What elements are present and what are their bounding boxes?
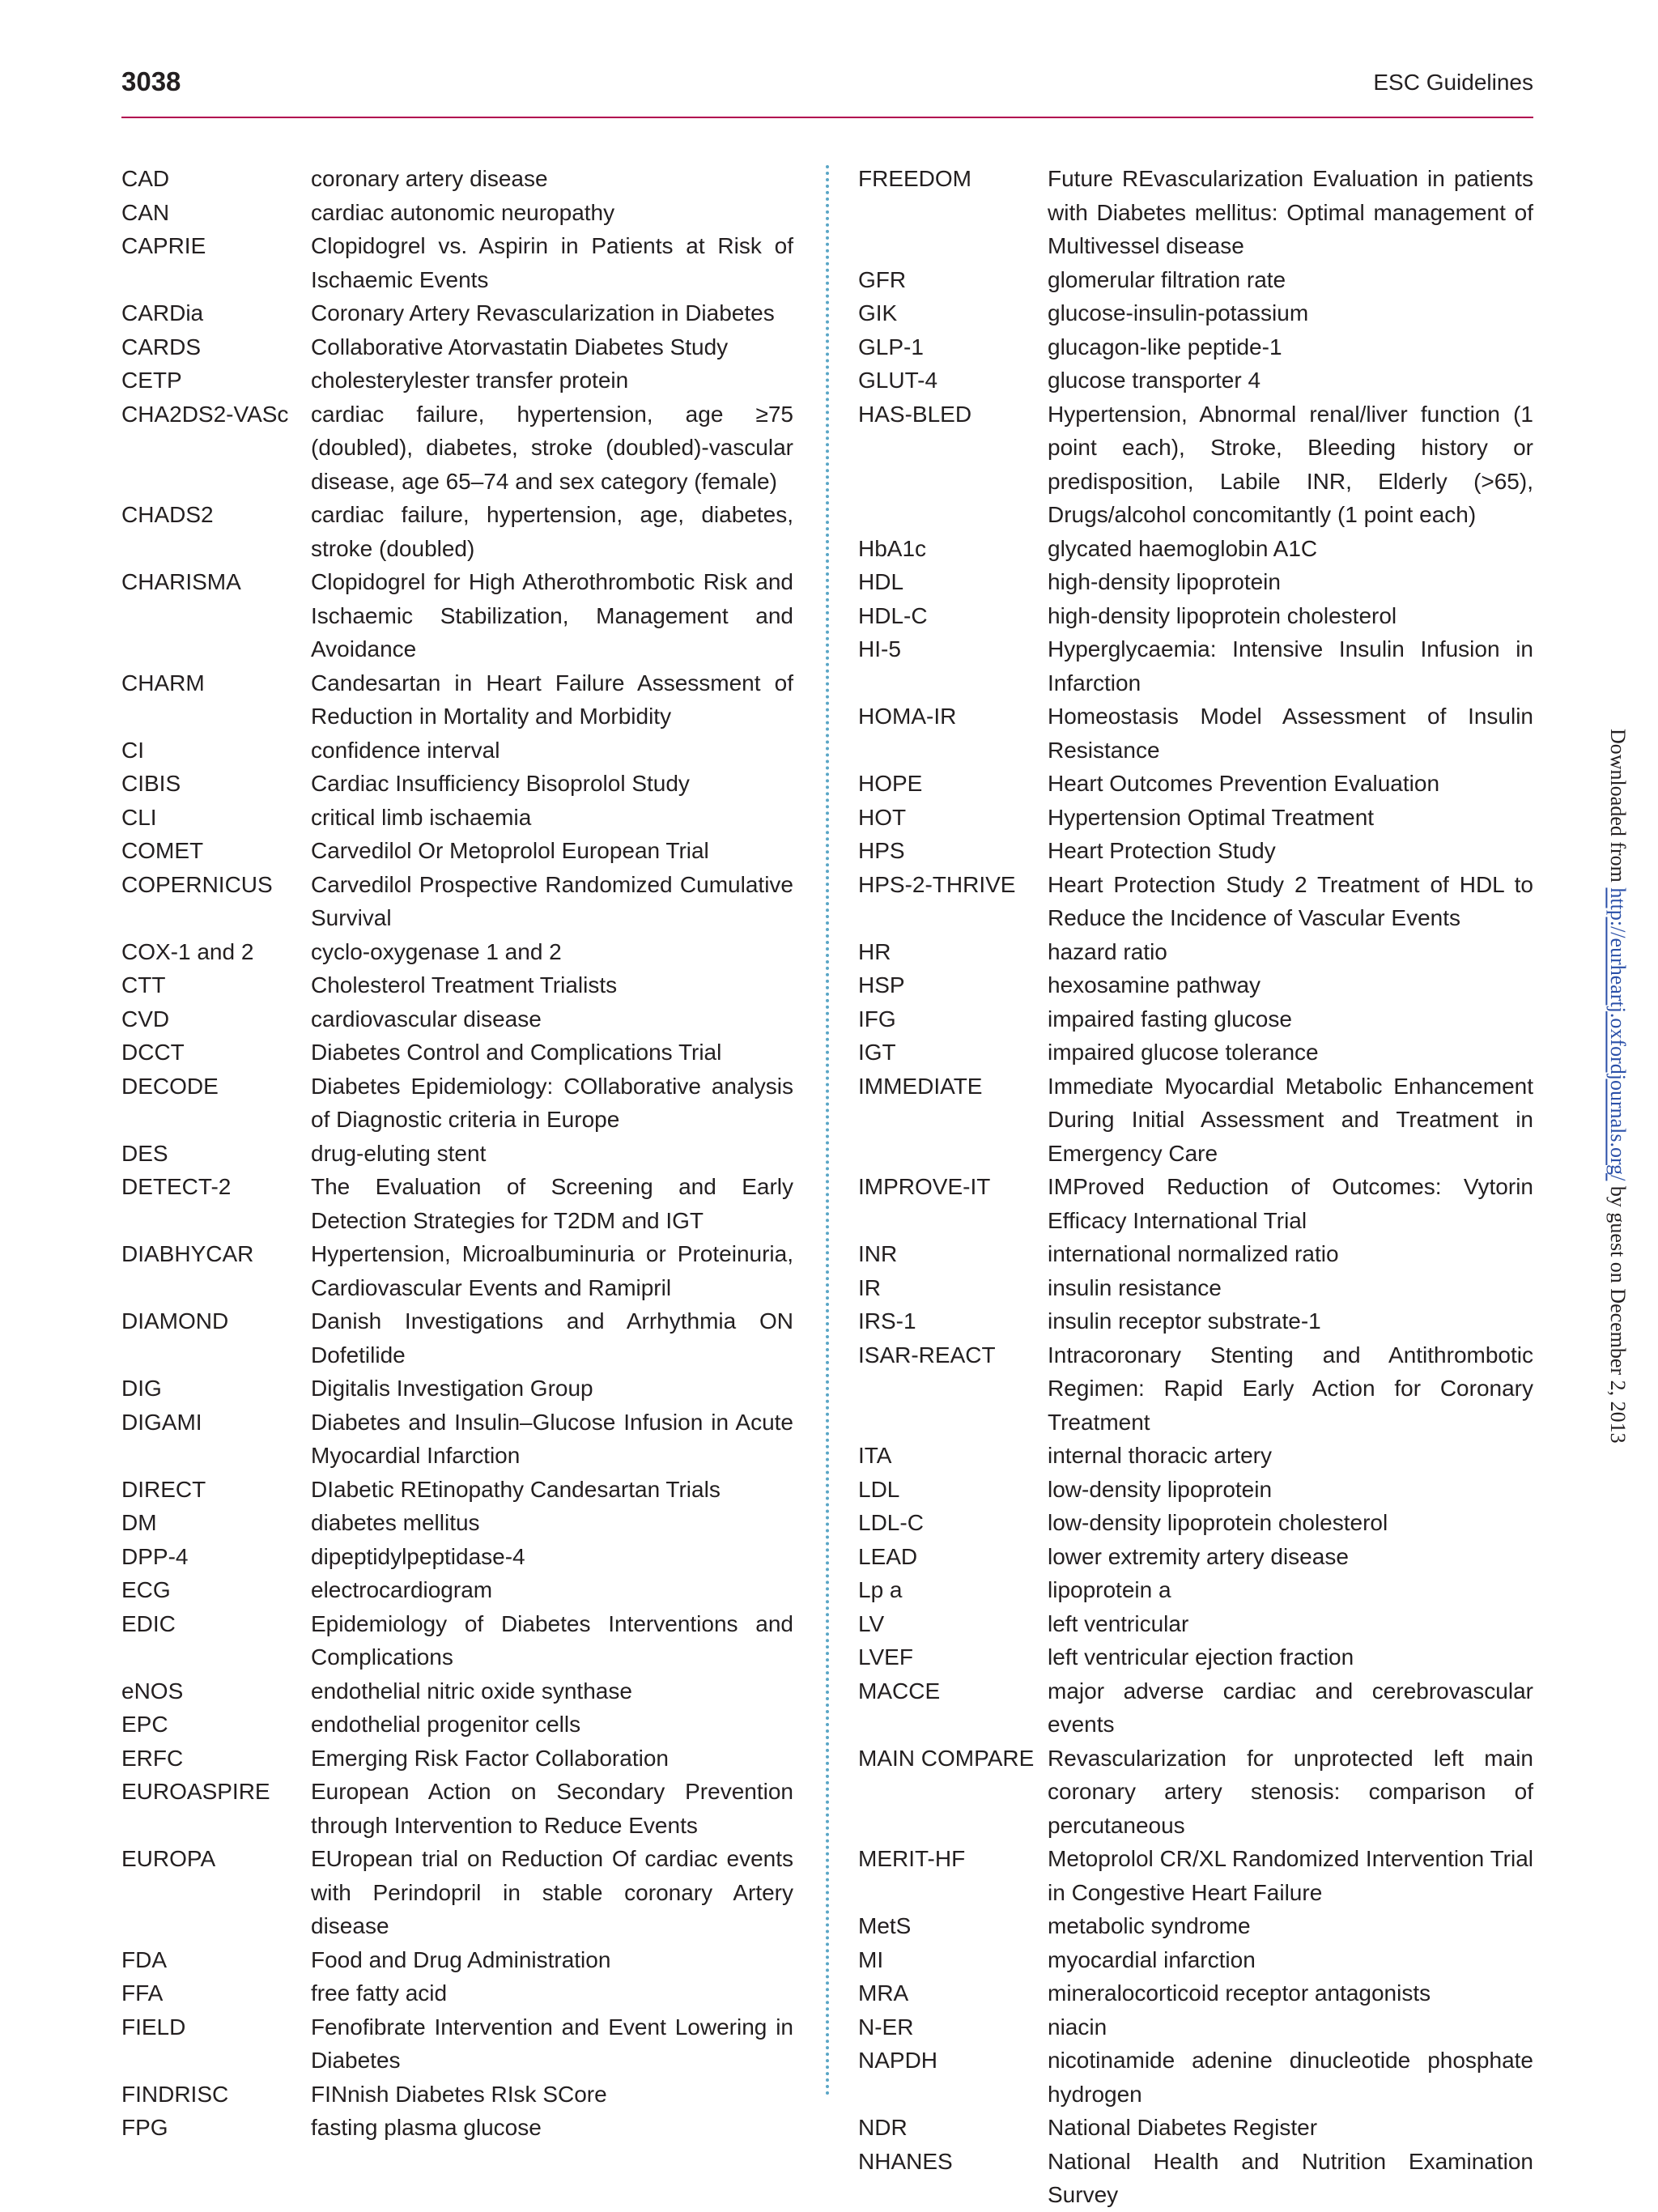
abbreviation-definition: lipoprotein a [1048,1577,1171,1602]
abbreviation-term: GLUT-4 [858,368,938,393]
abbreviation-term: EUROASPIRE [121,1779,270,1804]
abbreviation-entry [858,1002,1533,1036]
abbreviation-definition: European Action on Secondary Prevention through Intervention to Reduce Events [311,1779,793,1838]
abbreviation-list-right [858,162,1533,2212]
abbreviation-definition: Carvedilol Prospective Randomized Cumulative Survival [311,871,793,930]
header-rule [121,117,1533,118]
abbreviation-definition: Carvedilol Or Metoprolol European Trial [311,838,709,863]
abbreviation-term: IMMEDIATE [858,1073,983,1099]
abbreviation-entry [121,1607,793,1674]
abbreviation-entry [858,767,1533,801]
abbreviation-term: MACCE [858,1678,941,1704]
abbreviation-term: CTT [121,972,166,998]
abbreviation-definition: lower extremity artery disease [1048,1543,1349,1569]
abbreviation-entry [121,1473,793,1507]
abbreviation-entry [858,834,1533,868]
abbreviation-definition: Heart Outcomes Prevention Evaluation [1048,771,1440,796]
abbreviation-definition: FINnish Diabetes RIsk SCore [311,2081,607,2107]
abbreviation-entry [121,1708,793,1742]
abbreviation-entry [858,532,1533,566]
abbreviation-definition: glucose-insulin-potassium [1048,300,1309,325]
abbreviation-term: CHADS2 [121,502,214,527]
journal-link[interactable]: http://eurheartj.oxfordjournals.org/ [1606,887,1630,1181]
abbreviation-term: ISAR-REACT [858,1342,996,1368]
abbreviation-definition: glucagon-like peptide-1 [1048,334,1282,359]
abbreviation-entry [121,734,793,768]
abbreviation-definition: glucose transporter 4 [1048,368,1261,393]
abbreviation-definition: Intracoronary Stenting and Antithrombotic Regimen: Rapid Early Action for Coronary Treatment [1048,1342,1533,1435]
abbreviation-definition: dipeptidylpeptidase-4 [311,1543,525,1569]
abbreviation-definition: Food and Drug Administration [311,1946,611,1972]
abbreviation-term: CARDS [121,334,202,359]
abbreviation-definition: Hypertension, Microalbuminuria or Proteinuria, Cardiovascular Events and Ramipril [311,1241,793,1300]
abbreviation-entry [121,1775,793,1842]
abbreviation-definition: Digitalis Investigation Group [311,1376,593,1401]
abbreviation-term: MI [858,1946,884,1972]
abbreviation-definition: left ventricular ejection fraction [1048,1644,1354,1670]
abbreviation-term: CIBIS [121,771,181,796]
column-divider [826,165,829,2097]
abbreviation-definition: Coronary Artery Revascularization in Diabetes [311,300,775,325]
abbreviation-term: MetS [858,1913,912,1938]
abbreviation-term: DIABHYCAR [121,1241,254,1266]
abbreviation-term: DCCT [121,1040,185,1065]
abbreviation-definition: cholesterylester transfer protein [311,368,629,393]
abbreviation-definition: myocardial infarction [1048,1946,1256,1972]
abbreviation-term: CAN [121,199,170,225]
abbreviation-entry [858,565,1533,599]
abbreviation-definition: low-density lipoprotein cholesterol [1048,1510,1388,1535]
abbreviation-term: LEAD [858,1543,918,1569]
abbreviation-entry [858,868,1533,935]
abbreviation-definition: major adverse cardiac and cerebrovascular events [1048,1678,1533,1737]
abbreviation-term: MAIN COMPARE [858,1745,1035,1771]
abbreviation-entry [858,1439,1533,1473]
abbreviation-term: FIELD [121,2014,186,2040]
abbreviation-entry [121,2111,793,2145]
abbreviation-term: LV [858,1610,885,1636]
abbreviation-definition: hazard ratio [1048,938,1167,964]
abbreviation-definition: low-density lipoprotein [1048,1476,1273,1502]
abbreviation-entry [858,1607,1533,1641]
abbreviation-definition: cardiac failure, hypertension, age ≥75 (doubled), diabetes, stroke (doubled)-vascular disease, age 65–74 and sex category (female) [311,401,793,494]
abbreviation-term: EUROPA [121,1846,216,1871]
abbreviation-entry [858,935,1533,969]
abbreviation-list-left [121,162,793,2145]
abbreviation-term: HOT [858,804,907,830]
abbreviation-term: EPC [121,1712,168,1737]
abbreviation-definition: EUropean trial on Reduction Of cardiac events with Perindopril in stable coronary Artery disease [311,1846,793,1938]
abbreviation-definition: Heart Protection Study [1048,838,1276,863]
abbreviation-term: CHARISMA [121,569,241,594]
abbreviation-entry [858,364,1533,398]
abbreviation-entry [121,2010,793,2078]
abbreviation-definition: Hyperglycaemia: Intensive Insulin Infusion in Infarction [1048,636,1533,696]
abbreviation-term: HDL [858,569,904,594]
abbreviation-definition: insulin receptor substrate-1 [1048,1308,1321,1334]
abbreviation-definition: cardiac autonomic neuropathy [311,199,615,225]
abbreviation-term: DECODE [121,1073,219,1099]
abbreviation-term: CLI [121,804,157,830]
abbreviation-term: Lp a [858,1577,903,1602]
abbreviation-entry [121,1036,793,1070]
abbreviation-term: HR [858,938,891,964]
abbreviation-term: LDL-C [858,1510,924,1535]
abbreviation-entry [121,1406,793,1473]
abbreviation-term: GLP-1 [858,334,924,359]
abbreviation-definition: metabolic syndrome [1048,1913,1251,1938]
abbreviation-entry [121,868,793,935]
abbreviation-entry [121,2078,793,2112]
abbreviation-term: GIK [858,300,898,325]
abbreviation-term: FFA [121,1980,164,2006]
abbreviation-term: CAPRIE [121,233,206,258]
abbreviation-definition: cardiac failure, hypertension, age, diabetes, stroke (doubled) [311,502,793,561]
abbreviation-entry [858,1473,1533,1507]
abbreviation-entry [121,1540,793,1574]
abbreviation-term: NHANES [858,2148,953,2174]
abbreviation-entry [121,834,793,868]
abbreviation-entry [121,565,793,666]
abbreviation-term: IRS-1 [858,1308,916,1334]
abbreviation-entry [121,1002,793,1036]
abbreviation-entry [121,801,793,835]
abbreviation-term: DIRECT [121,1476,206,1502]
abbreviation-entry [858,1070,1533,1171]
abbreviation-definition: Homeostasis Model Assessment of Insulin Resistance [1048,704,1533,763]
download-note-suffix: by guest on December 2, 2013 [1606,1180,1630,1444]
abbreviation-definition: impaired glucose tolerance [1048,1040,1319,1065]
abbreviation-entry [858,2044,1533,2111]
abbreviation-entry [858,1976,1533,2010]
abbreviation-term: GFR [858,266,907,292]
abbreviation-entry [858,1573,1533,1607]
abbreviation-term: eNOS [121,1678,184,1704]
abbreviation-term: DETECT-2 [121,1174,232,1199]
abbreviation-term: HAS-BLED [858,401,972,427]
abbreviation-term: CHARM [121,670,205,696]
abbreviation-entry [121,330,793,364]
abbreviation-term: HPS-2-THRIVE [858,871,1016,897]
abbreviation-entry [121,498,793,565]
abbreviation-term: LDL [858,1476,900,1502]
abbreviation-definition: niacin [1048,2014,1107,2040]
abbreviation-definition: DIabetic REtinopathy Candesartan Trials [311,1476,721,1502]
abbreviation-definition: confidence interval [311,737,500,763]
abbreviation-entry [121,196,793,230]
abbreviation-term: HOMA-IR [858,704,957,729]
download-note [1605,729,1630,1444]
abbreviation-entry [121,935,793,969]
abbreviation-definition: high-density lipoprotein cholesterol [1048,602,1397,628]
abbreviation-term: IR [858,1274,881,1300]
abbreviation-term: EDIC [121,1610,176,1636]
abbreviation-definition: Revascularization for unprotected left main coronary artery stenosis: comparison of percutaneous [1048,1745,1533,1838]
abbreviation-entry [858,296,1533,330]
abbreviation-term: NAPDH [858,2048,938,2073]
abbreviation-term: FPG [121,2115,168,2140]
abbreviation-definition: Fenofibrate Intervention and Event Lowering in Diabetes [311,2014,793,2073]
abbreviation-definition: Future REvascularization Evaluation in patients with Diabetes mellitus: Optimal management of Multivessel disease [1048,166,1533,258]
abbreviation-entry [858,2145,1533,2212]
abbreviation-entry [121,1976,793,2010]
abbreviation-entry [858,700,1533,767]
abbreviation-term: COX-1 and 2 [121,938,254,964]
abbreviation-definition: insulin resistance [1048,1274,1222,1300]
abbreviation-entry [858,1540,1533,1574]
abbreviation-term: COPERNICUS [121,871,273,897]
abbreviation-term: CAD [121,166,170,191]
abbreviation-entry [858,1909,1533,1943]
abbreviation-term: IGT [858,1040,896,1065]
abbreviation-entry [858,1271,1533,1305]
abbreviation-term: CETP [121,368,182,393]
abbreviation-entry [121,1372,793,1406]
abbreviation-term: HPS [858,838,905,863]
abbreviation-entry [121,1070,793,1137]
abbreviation-definition: glomerular filtration rate [1048,266,1286,292]
abbreviation-definition: Diabetes and Insulin–Glucose Infusion in Acute Myocardial Infarction [311,1409,793,1468]
abbreviation-entry [121,296,793,330]
abbreviation-term: IMPROVE-IT [858,1174,991,1199]
abbreviation-definition: Cholesterol Treatment Trialists [311,972,618,998]
abbreviation-term: DPP-4 [121,1543,189,1569]
abbreviation-term: FINDRISC [121,2081,229,2107]
abbreviation-entry [121,1674,793,1708]
abbreviation-definition: Heart Protection Study 2 Treatment of HDL to Reduce the Incidence of Vascular Events [1048,871,1533,930]
abbreviation-definition: critical limb ischaemia [311,804,532,830]
abbreviation-definition: nicotinamide adenine dinucleotide phosphate hydrogen [1048,2048,1533,2107]
abbreviation-term: ECG [121,1577,171,1602]
abbreviation-entry [858,632,1533,700]
abbreviation-term: DIGAMI [121,1409,202,1435]
abbreviation-entry [858,1170,1533,1237]
abbreviation-term: FREEDOM [858,166,971,191]
abbreviation-definition: Collaborative Atorvastatin Diabetes Study [311,334,729,359]
abbreviation-entry [858,162,1533,263]
abbreviation-definition: cardiovascular disease [311,1006,542,1032]
abbreviation-term: DIAMOND [121,1308,229,1334]
abbreviation-term: COMET [121,838,204,863]
abbreviation-term: N-ER [858,2014,914,2040]
abbreviation-entry [121,1943,793,1977]
abbreviation-definition: Hypertension, Abnormal renal/liver function (1 point each), Stroke, Bleeding history or predisposition, Labile INR, Elderly (>65), Drugs/alcohol concomitantly (1 point each) [1048,401,1533,527]
abbreviation-term: MERIT-HF [858,1846,966,1871]
abbreviation-entry [858,968,1533,1002]
abbreviation-definition: National Health and Nutrition Examination Survey [1048,2148,1533,2207]
abbreviation-definition: Diabetes Epidemiology: COllaborative analysis of Diagnostic criteria in Europe [311,1073,793,1132]
abbreviation-definition: diabetes mellitus [311,1510,480,1535]
abbreviation-term: CVD [121,1006,170,1032]
abbreviation-term: HbA1c [858,535,927,561]
abbreviation-entry [121,398,793,499]
abbreviation-entry [121,162,793,196]
abbreviation-entry [858,330,1533,364]
abbreviation-definition: high-density lipoprotein [1048,569,1281,594]
abbreviation-entry [121,1842,793,1943]
abbreviation-term: ERFC [121,1745,184,1771]
abbreviation-definition: Diabetes Control and Complications Trial [311,1040,722,1065]
abbreviation-entry [858,1842,1533,1909]
abbreviation-definition: endothelial nitric oxide synthase [311,1678,632,1704]
abbreviation-entry [121,1304,793,1372]
abbreviation-term: CHA2DS2-VASc [121,401,289,427]
abbreviation-definition: international normalized ratio [1048,1241,1339,1266]
abbreviation-definition: internal thoracic artery [1048,1443,1273,1468]
abbreviation-entry [121,1170,793,1237]
abbreviation-entry [858,1640,1533,1674]
abbreviation-entry [121,1742,793,1776]
abbreviation-entry [858,1036,1533,1070]
abbreviation-term: HSP [858,972,905,998]
abbreviation-term: INR [858,1241,898,1266]
abbreviation-definition: endothelial progenitor cells [311,1712,581,1737]
abbreviation-entry [858,801,1533,835]
abbreviation-definition: Cardiac Insufficiency Bisoprolol Study [311,771,690,796]
abbreviation-entry [121,767,793,801]
abbreviation-term: FDA [121,1946,167,1972]
abbreviation-term: DIG [121,1376,162,1401]
abbreviation-definition: Hypertension Optimal Treatment [1048,804,1375,830]
abbreviation-entry [858,2010,1533,2044]
abbreviation-entry [121,968,793,1002]
abbreviation-term: DES [121,1140,168,1166]
abbreviation-definition: glycated haemoglobin A1C [1048,535,1318,561]
page-number: 3038 [121,66,181,96]
abbreviation-entry [858,1506,1533,1540]
abbreviation-definition: Danish Investigations and Arrhythmia ON Dofetilide [311,1308,793,1368]
abbreviation-definition: hexosamine pathway [1048,972,1261,998]
abbreviation-term: NDR [858,2115,908,2140]
abbreviation-entry [121,229,793,296]
abbreviation-term: HDL-C [858,602,928,628]
abbreviation-entry [858,1674,1533,1742]
abbreviation-definition: free fatty acid [311,1980,448,2006]
abbreviation-entry [858,599,1533,633]
abbreviation-definition: Clopidogrel vs. Aspirin in Patients at Risk of Ischaemic Events [311,233,793,292]
abbreviation-definition: National Diabetes Register [1048,2115,1318,2140]
abbreviation-term: ITA [858,1443,892,1468]
abbreviation-definition: The Evaluation of Screening and Early Detection Strategies for T2DM and IGT [311,1174,793,1233]
abbreviation-entry [121,1506,793,1540]
abbreviation-definition: Emerging Risk Factor Collaboration [311,1745,669,1771]
abbreviation-definition: Clopidogrel for High Atherothrombotic Risk and Ischaemic Stabilization, Management and Avoidance [311,569,793,661]
abbreviation-definition: drug-eluting stent [311,1140,487,1166]
abbreviation-definition: electrocardiogram [311,1577,493,1602]
abbreviation-term: IFG [858,1006,896,1032]
abbreviation-term: CI [121,737,144,763]
abbreviation-term: HOPE [858,771,923,796]
abbreviation-entry [121,1573,793,1607]
abbreviation-entry [121,364,793,398]
abbreviation-entry [858,1338,1533,1440]
abbreviation-entry [858,1943,1533,1977]
abbreviation-entry [858,398,1533,532]
abbreviation-definition: Epidemiology of Diabetes Interventions and Complications [311,1610,793,1670]
abbreviation-definition: Candesartan in Heart Failure Assessment of Reduction in Mortality and Morbidity [311,670,793,729]
abbreviation-entry [858,1237,1533,1271]
abbreviation-entry [121,1137,793,1171]
abbreviation-entry [121,666,793,734]
abbreviation-definition: coronary artery disease [311,166,548,191]
abbreviation-entry [858,1304,1533,1338]
abbreviation-definition: Immediate Myocardial Metabolic Enhancement During Initial Assessment and Treatment in Emergency Care [1048,1073,1533,1166]
abbreviation-entry [121,1237,793,1304]
abbreviation-term: LVEF [858,1644,913,1670]
abbreviation-term: HI-5 [858,636,901,661]
abbreviation-definition: IMProved Reduction of Outcomes: Vytorin Efficacy International Trial [1048,1174,1533,1233]
abbreviation-entry [858,2111,1533,2145]
abbreviation-definition: Metoprolol CR/XL Randomized Intervention Trial in Congestive Heart Failure [1048,1846,1533,1905]
abbreviation-definition: mineralocorticoid receptor antagonists [1048,1980,1431,2006]
download-note-prefix: Downloaded from [1606,729,1630,888]
abbreviation-definition: cyclo-oxygenase 1 and 2 [311,938,562,964]
abbreviation-entry [858,1742,1533,1843]
abbreviation-term: DM [121,1510,157,1535]
abbreviation-entry [858,263,1533,297]
running-title: ESC Guidelines [1373,70,1533,95]
abbreviation-definition: fasting plasma glucose [311,2115,542,2140]
abbreviation-term: CARDia [121,300,204,325]
abbreviation-term: MRA [858,1980,909,2006]
abbreviation-definition: left ventricular [1048,1610,1189,1636]
abbreviation-definition: impaired fasting glucose [1048,1006,1292,1032]
